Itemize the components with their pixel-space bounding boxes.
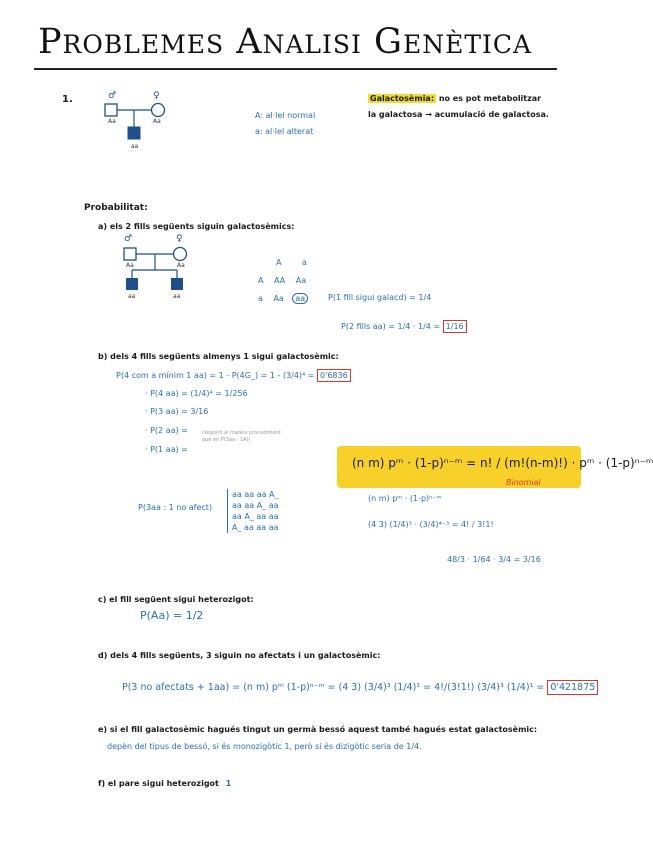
binomial-formula: (n m) pᵐ · (1-p)ⁿ⁻ᵐ = n! / (m!(n-m)!) · pᵐ · (1-p)ⁿ⁻ᵐ: [352, 456, 653, 470]
punnett-r1c1: AA: [274, 276, 286, 285]
punnett-row1: [258, 276, 306, 285]
question-b: b) dels 4 fills següents almenys 1 sigui galactosèmic:: [98, 352, 339, 361]
p-two-result: 1/16: [443, 320, 467, 333]
combos-list: [227, 489, 279, 533]
punnett-r1c2: Aa: [295, 276, 307, 285]
p3aa-label: P(3aa : 1 no afect): [138, 503, 213, 512]
page-title: Problemes Analisi Genètica: [38, 22, 533, 62]
parent-genotype-a1: Aa: [126, 262, 134, 269]
male-symbol-a: ♂: [124, 234, 133, 244]
b-line4: · P(2 aa) =: [145, 426, 188, 435]
mother-circle: [152, 104, 165, 117]
p-one-child: P(1 fill sigui galacd) = 1/4: [328, 293, 432, 302]
father-genotype: Aa: [108, 118, 116, 125]
b-line5: · P(1 aa) =: [145, 445, 188, 454]
child-genotype-a1: aa: [128, 293, 136, 300]
allele-normal: A: al·lel normal: [255, 111, 316, 120]
d-formula-line: [122, 682, 598, 693]
punnett-row2: [258, 294, 308, 303]
child-genotype: aa: [131, 143, 139, 150]
gray-note-2: que en P(3aa : 1A)): [202, 437, 251, 443]
answer-f: 1: [225, 779, 232, 788]
punnett-h1: A: [276, 258, 282, 267]
parent-genotype-a2: Aa: [177, 262, 185, 269]
punnett-r1c0: A: [258, 276, 264, 285]
affected-child-square: [128, 127, 140, 139]
answer-c: P(Aa) = 1/2: [140, 609, 204, 622]
title-underline: [34, 68, 557, 70]
gray-note-1: (seguint el mateix procediment: [202, 430, 281, 436]
pedigree-a: [115, 236, 195, 306]
b-line2: · P(4 aa) = (1/4)⁴ = 1/256: [145, 389, 248, 398]
p-two-mid: 1/4 · 1/4 =: [397, 322, 441, 331]
galactosemia-term: Galactosèmia:: [370, 94, 435, 103]
b-line3: · P(3 aa) = 3/16: [145, 407, 209, 416]
binomial-label: Binomial: [506, 478, 541, 487]
galactosemia-def-1: no es pot metabolitzar: [438, 94, 542, 103]
calc-1: (n m) pᵐ · (1-p)ⁿ⁻ᵐ: [368, 494, 442, 503]
combo-3: aa A_ aa aa: [232, 512, 279, 521]
father-square: [105, 104, 117, 116]
question-e: e) si el fill galactosèmic hagués tingut un germà bessó aquest també hagués estat galactosèmic:: [98, 725, 538, 734]
affected-child-2: [171, 278, 183, 290]
answer-e: depèn del tipus de bessó, si és monozigòtic 1, però si és dizigòtic seria de 1/4.: [107, 742, 422, 751]
female-symbol: ♀: [153, 91, 160, 101]
p-two-children: [341, 322, 467, 331]
allele-altered: a: al·lel alterat: [255, 127, 314, 136]
affected-child-1: [126, 278, 138, 290]
p-two-lhs: P(2 fills aa) =: [341, 322, 395, 331]
female-symbol-a: ♀: [176, 234, 183, 244]
calc-2: (4 3) (1/4)³ · (3/4)⁴⁻³ = 4! / 3!1!: [368, 520, 494, 529]
galactosemia-def-2: la galactosa → acumulació de galactosa.: [368, 110, 549, 119]
b-line1-text: P(4 com a mínim 1 aa) = 1 - P(4G_) = 1 - (3/4)⁴ =: [116, 371, 315, 380]
combo-4: A_ aa aa aa: [232, 523, 279, 532]
punnett-r2c2: aa: [292, 293, 308, 304]
combo-1: aa aa aa A_: [232, 490, 279, 499]
d-result: 0'421875: [547, 680, 598, 695]
question-number: 1.: [62, 94, 73, 105]
question-d: d) dels 4 fills següents, 3 siguin no afectats i un galactosèmic:: [98, 651, 381, 660]
b-line1-result: 0'6836: [317, 369, 351, 382]
mother-genotype: Aa: [153, 118, 161, 125]
d-formula: P(3 no afectats + 1aa) = (n m) pᵐ (1-p)ⁿ⁻ᵐ = (4 3) (3/4)³ (1/4)¹ = 4!/(3!1!) (3/4)³ (1/4)¹ =: [122, 682, 545, 693]
combo-2: aa aa A_ aa: [232, 501, 279, 510]
punnett-r2c1: Aa: [273, 294, 284, 303]
galactosemia-line-1: [368, 94, 541, 103]
male-symbol: ♂: [108, 91, 117, 101]
b-line1: [116, 371, 351, 380]
punnett-h2: a: [302, 258, 307, 267]
question-f: [98, 779, 231, 788]
probabilitat-heading: Probabilitat:: [84, 203, 148, 213]
punnett-r2c0: a: [258, 294, 263, 303]
calc-3: 48/3 · 1/64 · 3/4 = 3/16: [447, 555, 541, 564]
child-genotype-a2: aa: [173, 293, 181, 300]
question-f-text: f) el pare sigui heterozigot: [98, 779, 219, 788]
punnett-header: [276, 258, 326, 267]
question-a: a) els 2 fills següents siguin galactosèmics:: [98, 222, 295, 231]
question-c: c) el fill següent sigui heterozigot:: [98, 595, 254, 604]
